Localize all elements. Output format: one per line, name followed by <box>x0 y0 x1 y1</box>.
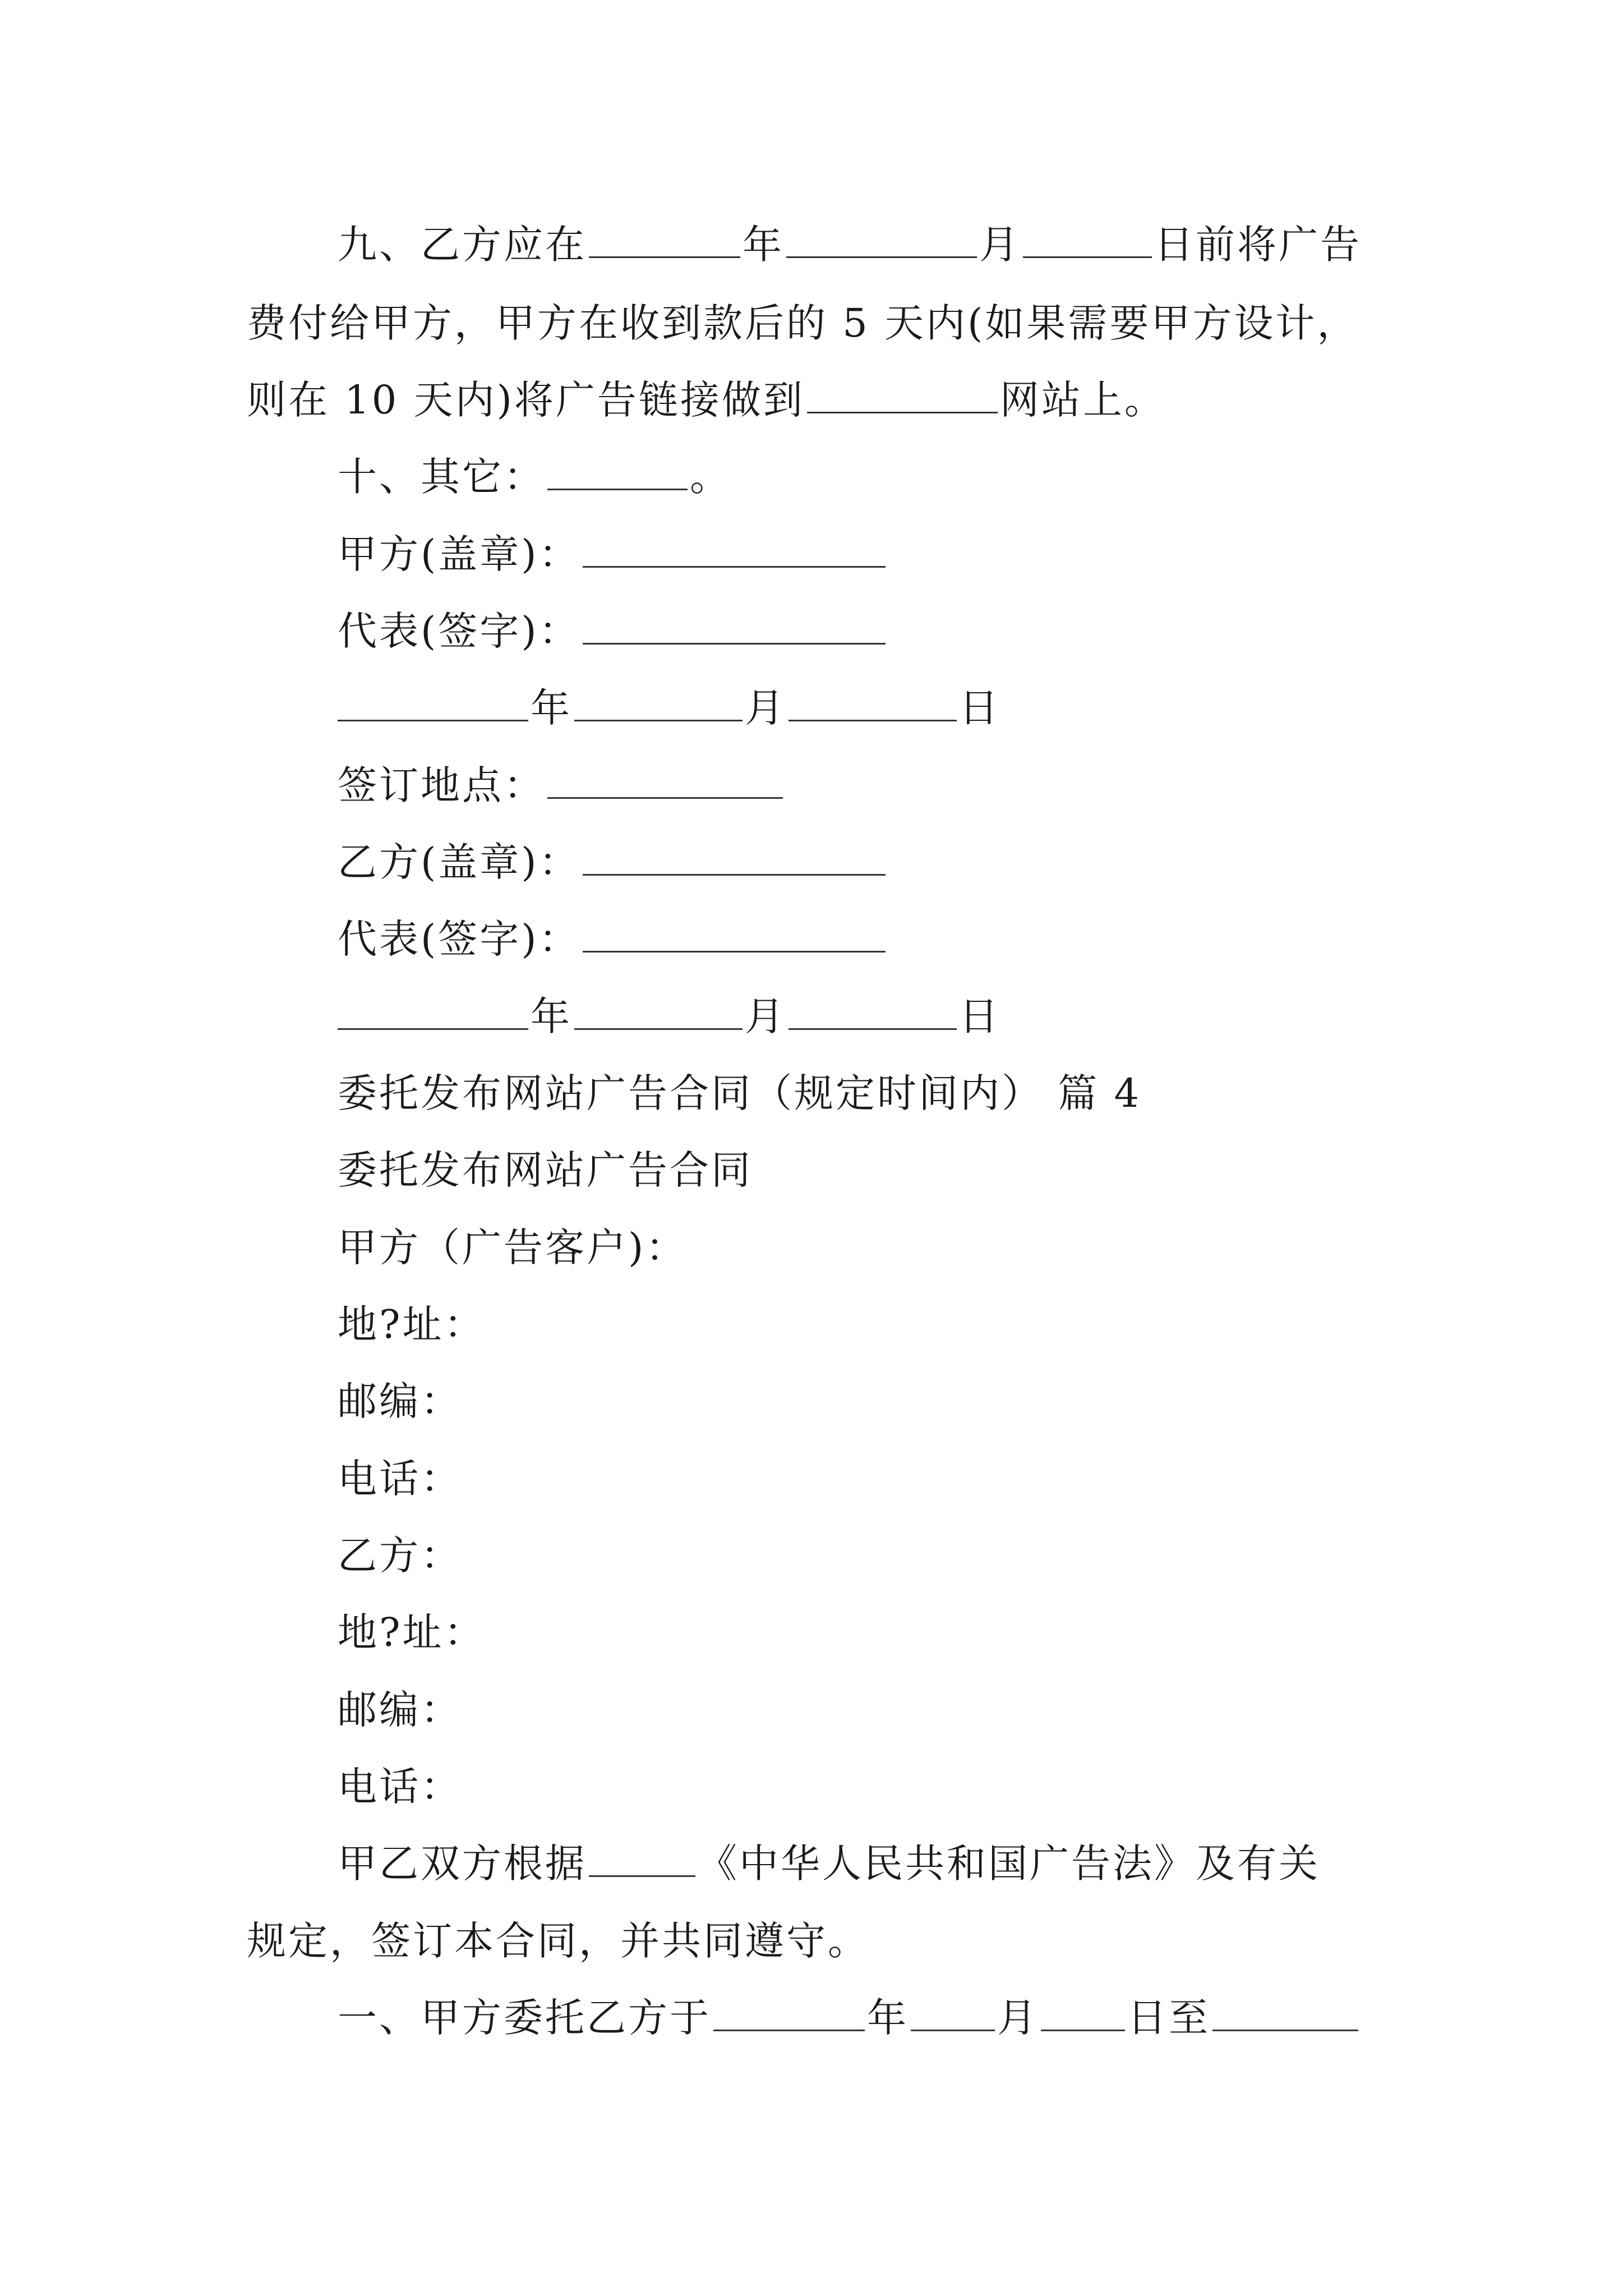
clause-9-text-2: 费付给甲方，甲方在收到款后的 5 天内(如果需要甲方设计， <box>247 300 1359 346</box>
party-b-rep-label: 代表(签字)： <box>338 916 580 962</box>
clause-1-year-label: 年 <box>867 1995 909 2041</box>
party-a-rep-label: 代表(签字)： <box>338 608 580 654</box>
preamble-text-1-end: 《中华人民共和国广告法》及有关 <box>698 1841 1320 1887</box>
blank-party-b-day <box>789 993 957 1030</box>
month-label: 月 <box>979 222 1021 268</box>
clause-9-text-end: 日前将广告 <box>1154 222 1362 268</box>
preamble-line-1 <box>338 1837 1320 1890</box>
signing-place-line <box>338 758 785 812</box>
party-a-day-label: 日 <box>959 685 1000 731</box>
party-a-client-label: 甲方（广告客户)： <box>338 1225 688 1271</box>
party-a-postcode-line <box>338 1374 462 1428</box>
clause-9-line-1 <box>338 218 1362 272</box>
clause-1-line <box>338 1991 1361 2045</box>
party-a-date-line <box>338 681 1000 735</box>
clause-9-line-2 <box>247 296 1358 350</box>
party-b-seal-line <box>338 835 888 889</box>
party-b-postcode-label: 邮编： <box>338 1687 462 1733</box>
party-b-seal-label: 乙方(盖章)： <box>338 839 580 885</box>
party-a-rep-line <box>338 604 888 658</box>
party-b-day-label: 日 <box>959 993 1000 1039</box>
blank-party-a-year <box>338 685 528 721</box>
clause-9-text-3: 则在 10 天内)将广告链接做到 <box>247 377 805 423</box>
preamble-line-2 <box>247 1914 869 1968</box>
blank-party-a-rep <box>583 608 886 645</box>
blank-month <box>786 222 977 258</box>
preamble-text-2: 规定，签订本合同，并共同遵守。 <box>247 1918 869 1964</box>
party-b-month-label: 月 <box>745 993 786 1039</box>
section-heading-text: 委托发布网站广告合同（规定时间内） 篇 4 <box>338 1070 1142 1116</box>
section-heading <box>338 1066 1141 1120</box>
contract-title <box>338 1143 753 1197</box>
party-b-phone-line <box>338 1760 462 1814</box>
signing-place-label: 签订地点： <box>338 762 545 808</box>
contract-title-text: 委托发布网站广告合同 <box>338 1147 753 1193</box>
party-a-client-line <box>338 1221 687 1274</box>
party-b-address-label: 地?址： <box>338 1609 486 1655</box>
blank-clause-1-year <box>713 1995 865 2031</box>
party-a-address-label: 地?址： <box>338 1301 486 1347</box>
clause-9-line-3 <box>247 373 1166 427</box>
year-label: 年 <box>743 222 784 268</box>
party-a-phone-label: 电话： <box>338 1456 462 1502</box>
blank-preamble <box>589 1841 695 1877</box>
blank-party-b-seal <box>583 839 886 876</box>
party-b-line <box>338 1529 462 1582</box>
party-a-seal-label: 甲方(盖章)： <box>338 531 580 577</box>
party-a-address-line <box>338 1297 486 1351</box>
preamble-text-1: 甲乙双方根据 <box>338 1841 587 1887</box>
party-a-seal-line <box>338 527 888 581</box>
clause-10-line <box>338 450 731 504</box>
clause-1-day-label: 日至 <box>1127 1995 1210 2041</box>
blank-clause-1-day <box>1041 1995 1125 2031</box>
party-b-date-line <box>338 990 1000 1043</box>
party-a-phone-line <box>338 1452 462 1506</box>
blank-party-b-month <box>574 993 743 1030</box>
blank-party-a-month <box>574 685 743 721</box>
blank-day <box>1023 222 1152 258</box>
party-b-rep-line <box>338 912 888 966</box>
party-a-year-label: 年 <box>531 685 572 731</box>
clause-1-month-label: 月 <box>997 1995 1039 2041</box>
clause-10-end: 。 <box>690 454 731 500</box>
party-b-address-line <box>338 1605 486 1659</box>
blank-party-a-day <box>789 685 957 721</box>
blank-signing-place <box>547 762 783 799</box>
party-b-postcode-line <box>338 1683 462 1737</box>
party-b-phone-label: 电话： <box>338 1764 462 1810</box>
party-a-postcode-label: 邮编： <box>338 1378 462 1424</box>
clause-10-text: 十、其它： <box>338 454 545 500</box>
blank-website <box>807 377 998 413</box>
party-a-month-label: 月 <box>745 685 786 731</box>
blank-party-b-year <box>338 993 528 1030</box>
party-b-year-label: 年 <box>531 993 572 1039</box>
blank-clause-1-month <box>911 1995 995 2031</box>
blank-other <box>547 454 688 490</box>
clause-9-text: 九、乙方应在 <box>338 222 587 268</box>
blank-clause-1-end <box>1212 1995 1358 2031</box>
blank-year <box>589 222 740 258</box>
clause-9-text-3-end: 网站上。 <box>999 377 1166 423</box>
party-b-label: 乙方： <box>338 1533 462 1579</box>
clause-1-text: 一、甲方委托乙方于 <box>338 1995 711 2041</box>
blank-party-a-seal <box>583 531 886 568</box>
blank-party-b-rep <box>583 916 886 953</box>
